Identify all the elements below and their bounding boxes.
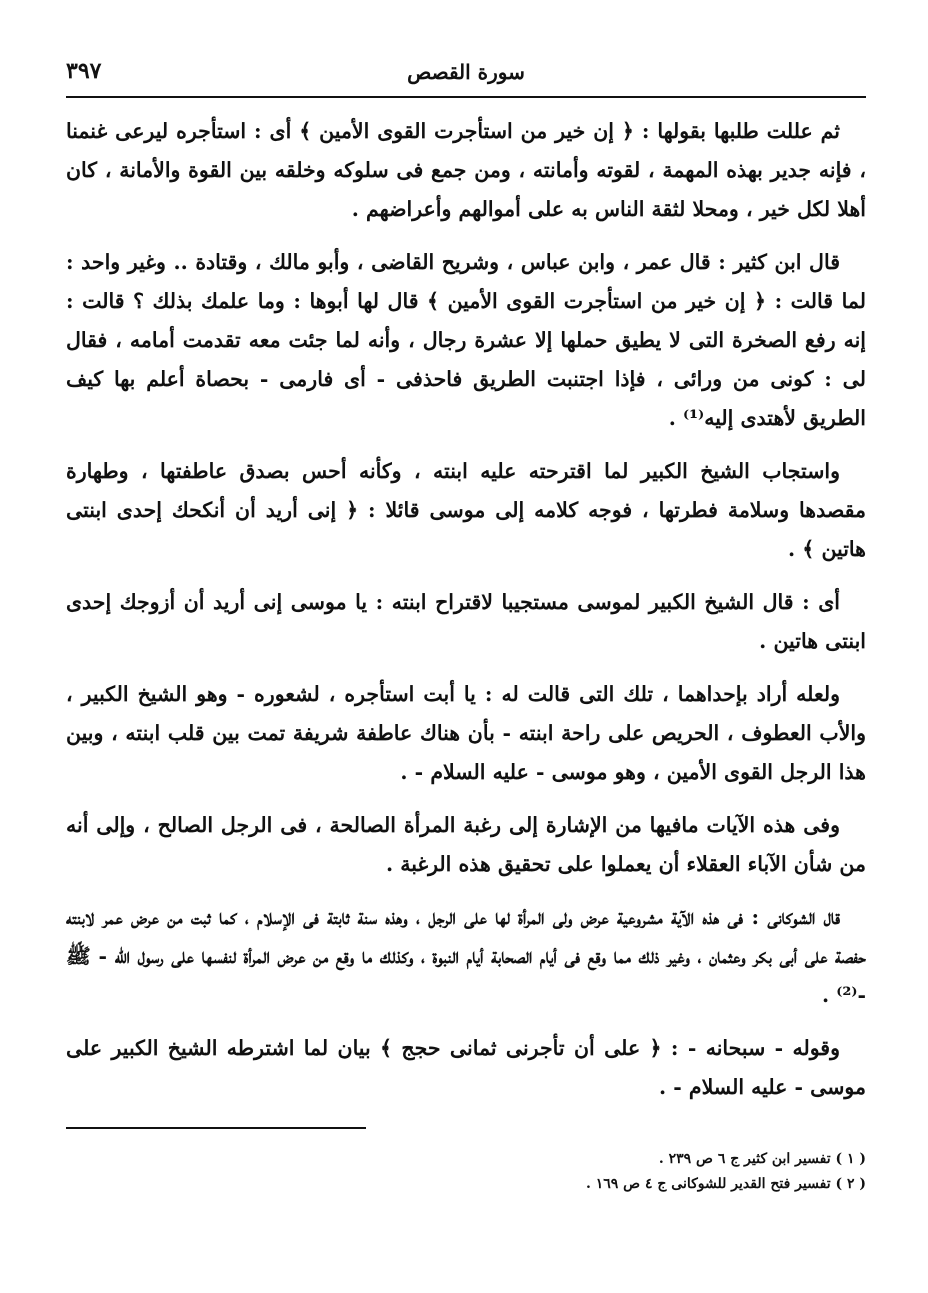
paragraph-7: قال الشوكانى : فى هذه الآية مشروعية عرض ولى المرأة لها على الرجل ، وهذه سنة ثابتة فى الإسلام ، كما ثبت من عرض عمر لابنته حفصة على أبى بكر وعثمان ، وغير ذلك مما وقع فى أيام الصحابة أيام النبوة ، وكذلك ما وقع من عرض المرأة لنفسها على رسول الله - ﷺ -⁽²⁾ . — [66, 905, 866, 1007]
surah-title: سورة القصص — [407, 60, 525, 84]
book-page — [66, 52, 866, 1252]
page-body — [66, 112, 866, 1121]
paragraph-1: ثم عللت طلبها بقولها : ﴿ إن خير من استأجرت القوى الأمين ﴾ أى : استأجره ليرعى غنمنا ، فإنه جدير بهذه المهمة ، لقوته وأمانته ، ومن جمع فى سلوكه وخلقه بين القوة والأمانة ، كان أهلا لكل خير ، ومحلا لثقة الناس به على أموالهم وأعراضهم . — [66, 119, 866, 221]
paragraph-3: واستجاب الشيخ الكبير لما اقترحته عليه ابنته ، وكأنه أحس بصدق عاطفتها ، وطهارة مقصدها وسلامة فطرتها ، فوجه كلامه إلى موسى قائلا : ﴿ إنى أريد أن أنكحك إحدى ابنتى هاتين ﴾ . — [66, 459, 866, 561]
footnote-2: ( ٢ ) تفسير فتح القدير للشوكانى ج ٤ ص ١٦٩ . — [585, 1176, 866, 1192]
page-number: ٣٩٧ — [66, 58, 102, 84]
page-header — [66, 52, 866, 94]
footnote-1: ( ١ ) تفسير ابن كثير ج ٦ ص ٢٣٩ . — [658, 1151, 866, 1167]
paragraph-2: قال ابن كثير : قال عمر ، وابن عباس ، وشريح القاضى ، وأبو مالك ، وقتادة .. وغير واحد : لما قالت : ﴿ إن خير من استأجرت القوى الأمين ﴾ قال لها أبوها : وما علمك بذلك ؟ قالت : إنه رفع الصخرة التى لا يطيق حملها إلا عشرة رجال ، وأنه لما جئت معه تقدمت أمامه ، فقال لى : كونى من ورائى ، فإذا اجتنبت الطريق فاحذفى - أى فارمى - بحصاة أعلم بها كيف الطريق لأهتدى إليه⁽¹⁾ . — [66, 250, 866, 430]
footnotes — [66, 1147, 866, 1197]
paragraph-8: وقوله - سبحانه - : ﴿ على أن تأجرنى ثمانى حجج ﴾ بيان لما اشترطه الشيخ الكبير على موسى - عليه السلام - . — [66, 1036, 866, 1099]
paragraph-5: ولعله أراد بإحداهما ، تلك التى قالت له : يا أبت استأجره ، لشعوره - وهو الشيخ الكبير ، والأب العطوف ، الحريص على راحة ابنته - بأن هناك عاطفة شريفة تمت بين قلب ابنته ، وبين هذا الرجل القوى الأمين ، وهو موسى - عليه السلام - . — [66, 682, 866, 784]
header-divider — [66, 96, 866, 98]
paragraph-6: وفى هذه الآيات مافيها من الإشارة إلى رغبة المرأة الصالحة ، فى الرجل الصالح ، وإلى أنه من شأن الآباء العقلاء أن يعملوا على تحقيق هذه الرغبة . — [66, 813, 866, 876]
paragraph-4: أى : قال الشيخ الكبير لموسى مستجيبا لاقتراح ابنته : يا موسى إنى أريد أن أزوجك إحدى ابنتى هاتين . — [66, 590, 866, 653]
footnote-divider — [66, 1127, 366, 1129]
